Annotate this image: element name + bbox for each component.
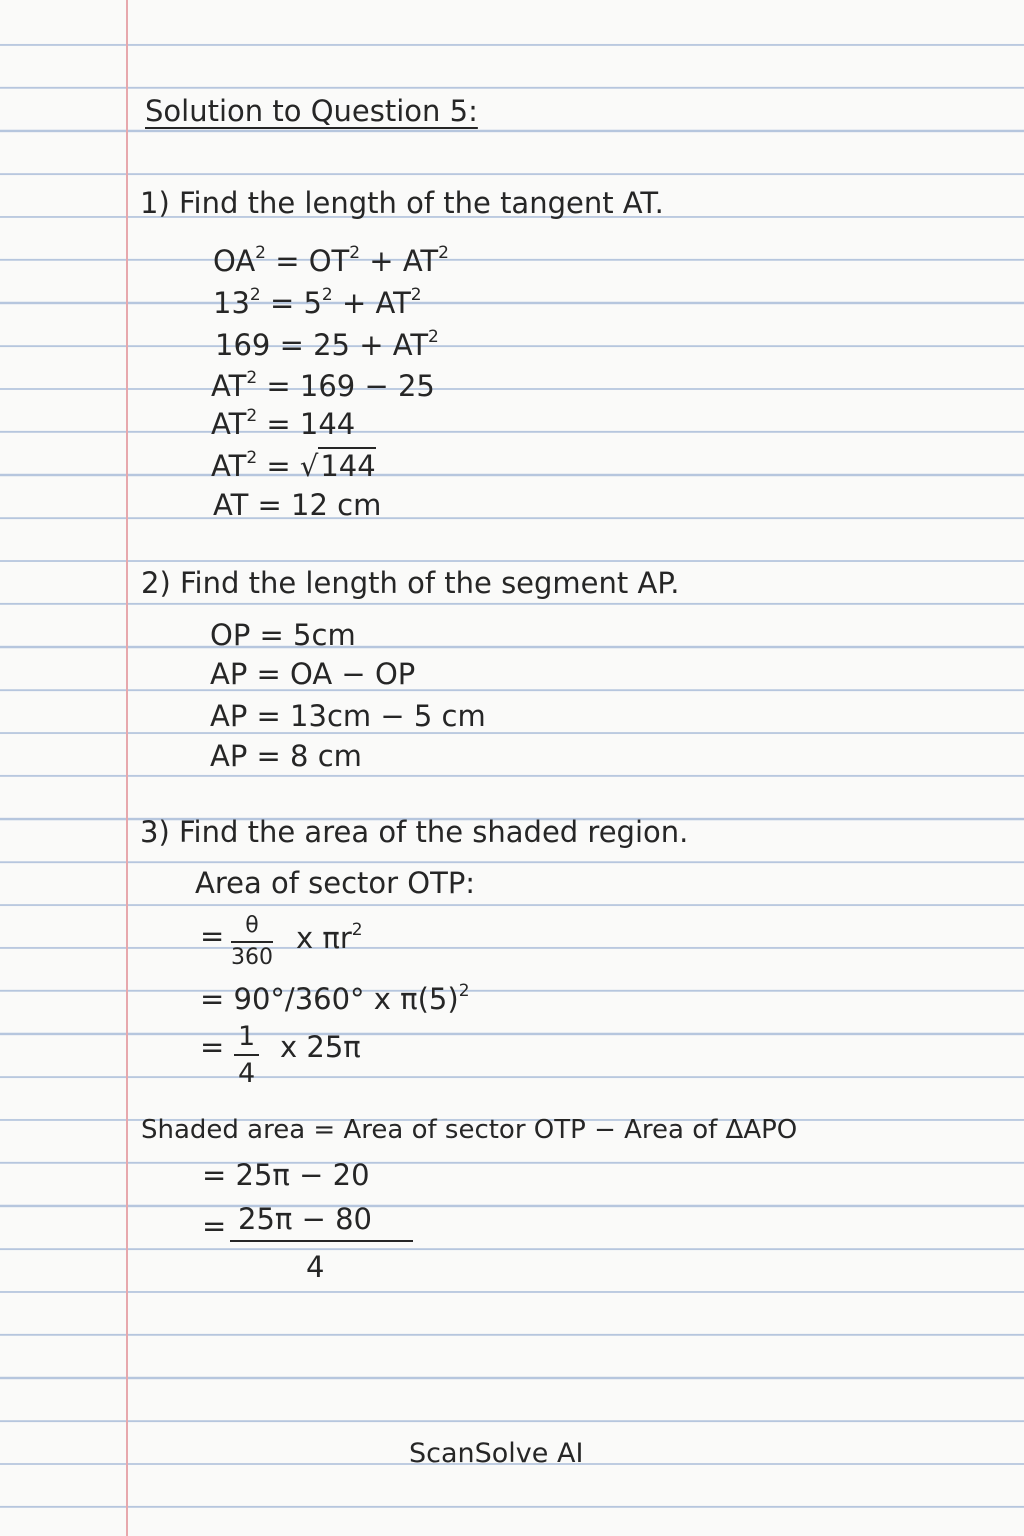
part2-heading: 2) Find the length of the segment AP. <box>141 566 680 600</box>
part1-sqrt-line <box>211 450 376 481</box>
equation-rhs: + AT <box>360 244 439 278</box>
exponent: 2 <box>458 981 470 1001</box>
equation-rhs: = 144 <box>257 407 356 441</box>
part2-line: OP = 5cm <box>210 618 356 652</box>
fraction-denominator: 4 <box>238 1058 256 1089</box>
fraction-numerator: 25π − 80 <box>238 1202 372 1236</box>
exponent: 2 <box>428 327 439 347</box>
fraction-numerator: θ <box>231 915 273 943</box>
exponent: 2 <box>255 243 266 263</box>
formula-term: = 90°/360° x π(5) <box>200 982 459 1016</box>
equation-rhs: = 25 + AT <box>270 328 429 362</box>
equation-rhs: = OT <box>275 244 350 278</box>
exponent: 2 <box>410 285 422 305</box>
part2-line: AP = 13cm − 5 cm <box>210 699 486 733</box>
fraction-denominator: 360 <box>231 945 273 970</box>
exponent: 2 <box>351 920 363 940</box>
page-title: Solution to Question 5: <box>145 94 478 128</box>
part1-final-line <box>213 488 382 522</box>
exponent: 2 <box>321 285 333 305</box>
shaded-area-formula: Shaded area = Area of sector OTP − Area of ΔAPO <box>141 1115 798 1145</box>
equation-rhs: = √ <box>257 449 319 483</box>
equation-rhs: + AT <box>332 286 411 320</box>
part3-heading: 3) Find the area of the shaded region. <box>140 815 689 849</box>
margin-line <box>126 0 128 1536</box>
part1-equation-line <box>213 245 449 276</box>
equation-lhs: OA <box>213 244 256 278</box>
equation-lhs: AT <box>211 449 247 483</box>
equation-lhs: AT <box>211 369 247 403</box>
part1-heading: 1) Find the length of the tangent AT. <box>140 186 664 220</box>
watermark-footer: ScanSolve AI <box>409 1438 584 1469</box>
exponent: 2 <box>349 243 361 263</box>
exponent: 2 <box>438 243 449 263</box>
sector-result: x 25π <box>280 1030 361 1064</box>
equals-sign: = <box>200 919 225 953</box>
sector-area-label: Area of sector OTP: <box>195 866 476 900</box>
equation-lhs: 169 <box>215 328 271 362</box>
equation-lhs: AT <box>213 488 249 522</box>
exponent: 2 <box>246 448 258 468</box>
equals-sign: = <box>200 1030 225 1064</box>
part2-line: AP = 8 cm <box>210 739 362 773</box>
radicand: 144 <box>320 449 376 483</box>
shaded-area-step: = 25π − 20 <box>202 1158 370 1192</box>
sector-formula <box>296 922 363 953</box>
part1-equation-line <box>215 329 439 360</box>
fraction-theta-over-360 <box>231 915 273 969</box>
sector-substitution <box>200 983 470 1014</box>
part2-line: AP = OA − OP <box>210 657 416 691</box>
part1-equation-line <box>211 408 355 439</box>
part1-equation-line <box>211 370 435 401</box>
fraction-denominator: 4 <box>306 1250 325 1284</box>
formula-term: x πr <box>296 921 352 955</box>
equation-lhs: AT <box>211 407 247 441</box>
exponent: 2 <box>249 285 261 305</box>
equals-sign: = <box>202 1209 227 1243</box>
equation-rhs: = 169 − 25 <box>257 369 435 403</box>
fraction-bar <box>230 1240 413 1242</box>
exponent: 2 <box>246 368 258 388</box>
equation-lhs: 13 <box>213 286 250 320</box>
fraction-one-quarter <box>234 1023 259 1087</box>
part1-equation-line <box>213 287 422 318</box>
equation-rhs: = 12 cm <box>248 488 382 522</box>
fraction-numerator: 1 <box>234 1023 259 1056</box>
exponent: 2 <box>246 406 258 426</box>
equation-rhs: = 5 <box>260 286 322 320</box>
